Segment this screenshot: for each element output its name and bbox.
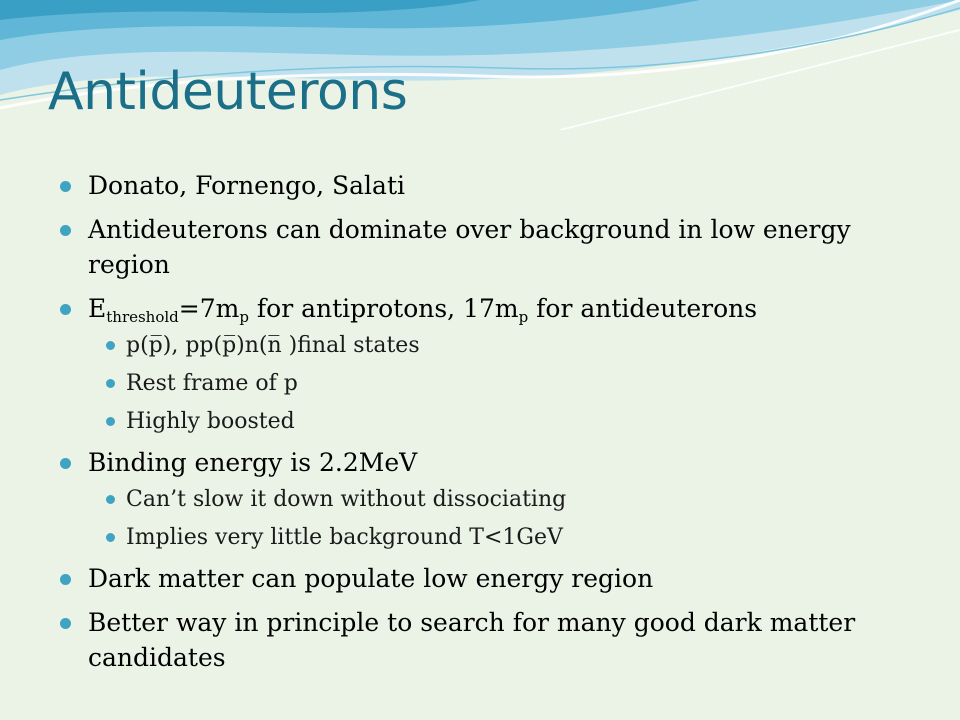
bullet-binding [60,445,940,552]
bullet-dominate-text: Antideuterons can dominate over background in low energy region [88,215,851,279]
binding-sublist [88,486,940,552]
bullet-binding-text: Binding energy is 2.2MeV [88,448,418,477]
threshold-tail: for antideuterons [528,294,758,323]
sub-bullet-background: Implies very little background T<1GeV [88,524,940,552]
slide-title: Antideuterons [48,62,408,122]
bullet-threshold [60,291,940,436]
threshold-mid2: for antiprotons, 17m [248,294,519,323]
bullet-better-way-text: Better way in principle to search for many good dark matter candidates [88,608,856,672]
bullet-list [60,168,940,675]
threshold-p-subscript-2: p [518,308,529,326]
bullet-dark-matter-text: Dark matter can populate low energy region [88,564,654,593]
threshold-mid: =7m [178,294,240,323]
bullet-better-way [60,605,940,675]
threshold-p-subscript-1: p [239,308,249,326]
bullet-authors [60,168,940,203]
threshold-e: E [88,294,107,323]
sub-bullet-final-states: p(p̅), pp(p̅)n(n̅ )final states [88,332,940,360]
sub-bullet-boosted: Highly boosted [88,408,940,436]
bullet-authors-text: Donato, Fornengo, Salati [88,171,405,200]
sub-bullet-rest-frame: Rest frame of p [88,370,940,398]
bullet-dark-matter [60,561,940,596]
sub-bullet-dissociating: Can’t slow it down without dissociating [88,486,940,514]
threshold-e-subscript: threshold [106,308,179,326]
threshold-sublist [88,332,940,436]
bullet-dominate [60,212,940,282]
